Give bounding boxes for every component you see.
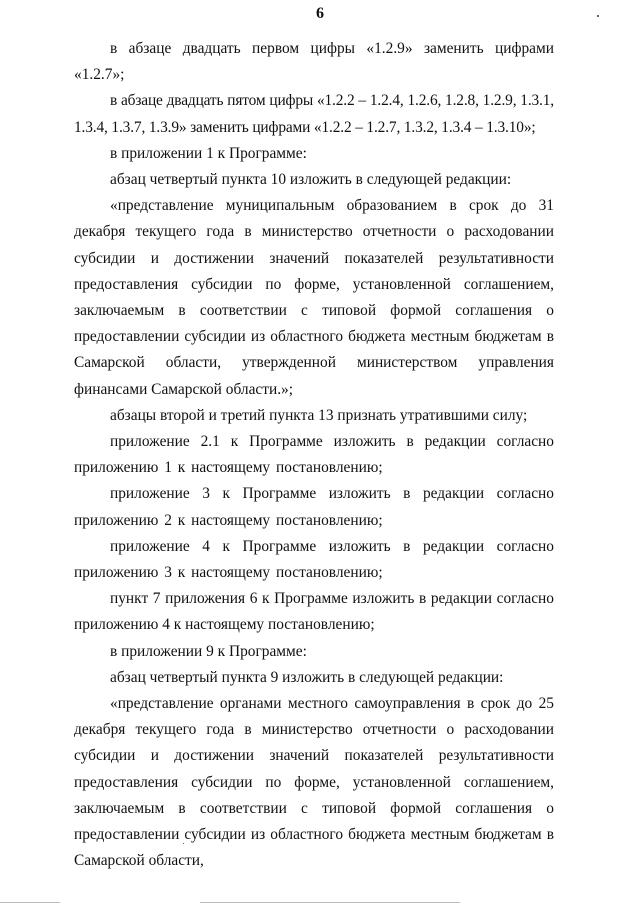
paragraph: приложение 4 к Программе изложить в редакции согласно приложению 3 к настоящему постановлению; — [74, 537, 554, 582]
paragraph: пункт 7 приложения 6 к Программе изложить в редакции согласно приложению 4 к настоящему постановлению; — [74, 590, 554, 634]
scan-edge-line — [0, 902, 60, 903]
scan-edge-line — [200, 902, 460, 903]
scan-edge-marks — [0, 899, 640, 905]
quoted-paragraph: «представление муниципальным образованием в срок до 31 декабря текущего года в министерство отчетности о расходовании субсидии и достижении значений показателей результативности предоставления субсидии по форме, установленной соглашением, заключаемым в соответствии с типовой формой соглашения о предоставлении субсидии из областного бюджета местным бюджетам в Самарской области, утвержденной министерством управления финансами Самарской области.»; — [74, 197, 554, 398]
paragraph: абзац четвертый пункта 10 изложить в следующей редакции: — [110, 171, 512, 189]
scan-speck — [597, 15, 599, 17]
paragraph: в приложении 1 к Программе: — [110, 144, 307, 162]
paragraph: абзац четвертый пункта 9 изложить в следующей редакции: — [110, 668, 504, 686]
paragraph: приложение 2.1 к Программе изложить в редакции согласно приложению 1 к настоящему постановлению; — [74, 433, 554, 477]
quoted-paragraph: «представление органами местного самоуправления в срок до 25 декабря текущего года в министерство отчетности о расходовании субсидии и достижении значений показателей результативности предоставления субсидии по форме, установленной соглашением, заключаемым в соответствии с типовой формой соглашения о предоставлении субсидии из областного бюджета местным бюджетам в Самарской области, — [74, 695, 554, 870]
paragraph: приложение 3 к Программе изложить в редакции согласно приложению 2 к настоящему постановлению; — [74, 485, 554, 529]
document-body — [74, 36, 554, 875]
page-number: 6 — [316, 5, 324, 22]
paragraph: в приложении 9 к Программе: — [110, 642, 307, 660]
paragraph: абзацы второй и третий пункта 13 признать утратившими силу; — [110, 406, 528, 424]
paragraph: в абзаце двадцать пятом цифры «1.2.2 – 1.2.4, 1.2.6, 1.2.8, 1.2.9, 1.3.1, 1.3.4, 1.3.7, 1.3.9» заменить цифрами «1.2.2 – 1.2.7, 1.3.2, 1.3.4 – 1.3.10»; — [74, 92, 554, 136]
paragraph: в абзаце двадцать первом цифры «1.2.9» заменить цифрами «1.2.7»; — [74, 40, 554, 84]
